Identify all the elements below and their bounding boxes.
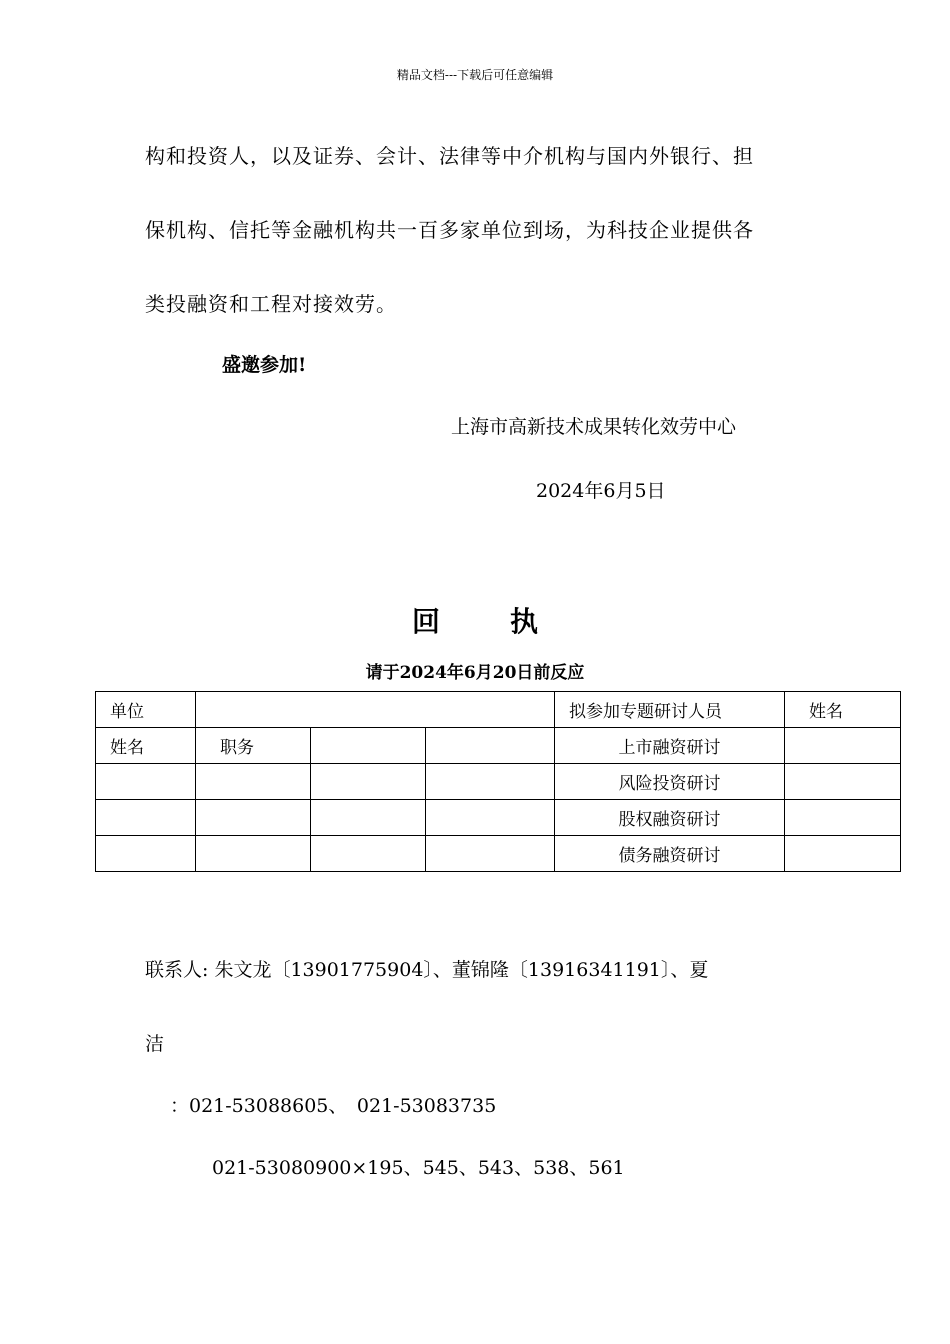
contact-persons-line: 联系人: 朱文龙〔13901775904〕、董锦隆〔13916341191〕、夏 (145, 959, 709, 981)
blank-cell[interactable] (311, 728, 426, 764)
blank-cell[interactable] (311, 836, 426, 872)
attendee-position-input[interactable] (196, 764, 311, 800)
reply-title-char-2: 执 (510, 605, 539, 638)
col-position-header: 职务 (196, 728, 311, 764)
contact-phone-line-2: 021-53080900×195、545、543、538、561 (212, 1157, 625, 1179)
attendees-label: 拟参加专题研讨人员 (555, 692, 785, 728)
reply-form-table (95, 691, 901, 872)
reply-title-char-1: 回 (411, 605, 440, 638)
table-row (96, 728, 901, 764)
table-row (96, 836, 901, 872)
topic-equity-financing: 股权融资研讨 (555, 800, 785, 836)
blank-cell[interactable] (311, 764, 426, 800)
reply-slip-title (0, 600, 950, 640)
unit-label: 单位 (96, 692, 196, 728)
attendee-name-input[interactable] (96, 764, 196, 800)
topic-name-input[interactable] (785, 800, 901, 836)
attendee-name-input[interactable] (96, 836, 196, 872)
topic-venture-capital: 风险投资研讨 (555, 764, 785, 800)
col-name-header: 姓名 (96, 728, 196, 764)
attendee-position-input[interactable] (196, 836, 311, 872)
topic-listing-financing: 上市融资研讨 (555, 728, 785, 764)
topic-debt-financing: 债务融资研讨 (555, 836, 785, 872)
invitation-text: 盛邀参加! (222, 354, 307, 376)
topic-name-input[interactable] (785, 764, 901, 800)
body-paragraph-line-1: 构和投资人，以及证券、会计、法律等中介机构与国内外银行、担 (145, 144, 754, 168)
name-header: 姓名 (785, 692, 901, 728)
body-paragraph-line-3: 类投融资和工程对接效劳。 (145, 292, 397, 316)
page-header: 精品文档---下载后可任意编辑 (396, 68, 554, 82)
reply-deadline: 请于2024年6月20日前反应 (365, 663, 585, 683)
issue-date: 2024年6月5日 (536, 480, 666, 502)
organizer-name: 上海市高新技术成果转化效劳中心 (451, 416, 737, 438)
contact-persons-continued: 洁 (145, 1033, 165, 1055)
blank-cell[interactable] (311, 800, 426, 836)
unit-input-cell[interactable] (196, 692, 555, 728)
attendee-name-input[interactable] (96, 800, 196, 836)
table-row (96, 764, 901, 800)
table-row (96, 800, 901, 836)
contact-phone-line-1: ：021-53088605、 021-53083735 (170, 1095, 497, 1117)
topic-name-input[interactable] (785, 836, 901, 872)
body-paragraph-line-2: 保机构、信托等金融机构共一百多家单位到场，为科技企业提供各 (145, 218, 754, 242)
blank-cell[interactable] (426, 800, 555, 836)
attendee-position-input[interactable] (196, 800, 311, 836)
topic-name-input[interactable] (785, 728, 901, 764)
table-row (96, 692, 901, 728)
blank-cell[interactable] (426, 836, 555, 872)
blank-cell[interactable] (426, 764, 555, 800)
blank-cell[interactable] (426, 728, 555, 764)
